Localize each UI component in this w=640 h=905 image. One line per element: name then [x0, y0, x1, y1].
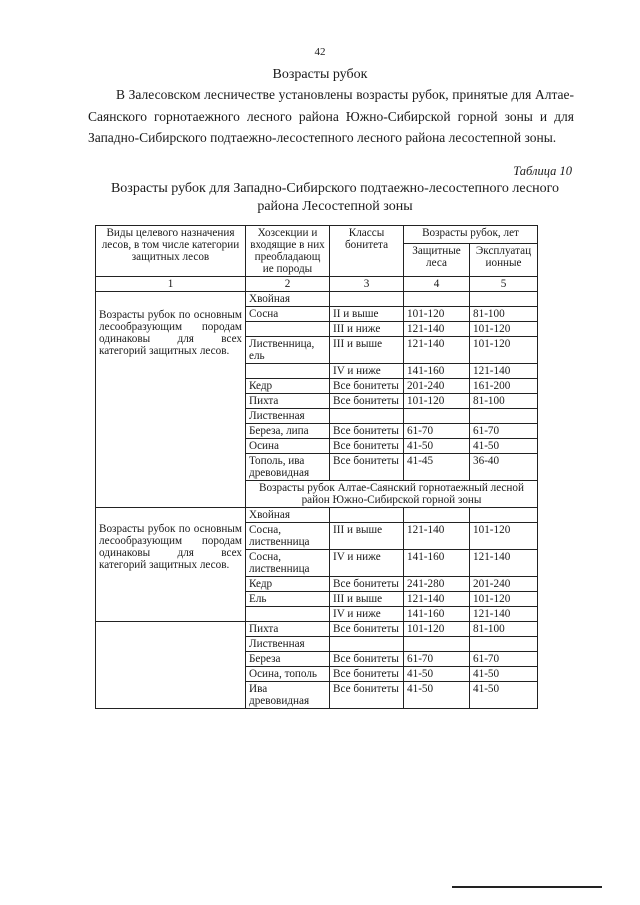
group-label: Лиственная	[246, 637, 330, 652]
table-row	[96, 622, 538, 637]
exploitation-age-cell: 41-50	[470, 667, 538, 682]
species-cell: Кедр	[246, 379, 330, 394]
protective-age-cell: 101-120	[404, 394, 470, 409]
protective-age-cell: 41-50	[404, 439, 470, 454]
column-numbers-row	[96, 277, 538, 292]
protective-age-cell: 121-140	[404, 337, 470, 364]
header-economic-sections: Хозсекции и входящие в них преобладающ ие породы	[246, 226, 330, 277]
species-cell: Сосна, лиственница	[246, 550, 330, 577]
species-cell: Ель	[246, 592, 330, 607]
exploitation-age-cell: 101-120	[470, 322, 538, 337]
species-cell: Сосна, лиственница	[246, 523, 330, 550]
purpose-cell	[96, 508, 246, 622]
bonitet-cell: Все бонитеты	[330, 667, 404, 682]
exploitation-age-cell: 81-100	[470, 394, 538, 409]
group-label: Хвойная	[246, 292, 330, 307]
protective-age-cell: 41-50	[404, 667, 470, 682]
species-cell: Осина, тополь	[246, 667, 330, 682]
bonitet-cell: Все бонитеты	[330, 379, 404, 394]
species-cell	[246, 607, 330, 622]
species-cell: Пихта	[246, 622, 330, 637]
exploitation-age-cell: 81-100	[470, 622, 538, 637]
page-number: 42	[314, 46, 326, 58]
table-title: Возрасты рубок для Западно-Сибирского подтаежно-лесостепного лесного района Лесостепной зоны	[110, 181, 560, 214]
protective-age-cell: 101-120	[404, 622, 470, 637]
protective-age-cell: 41-45	[404, 454, 470, 481]
group-row	[96, 292, 538, 307]
purpose-cell-empty	[96, 622, 246, 709]
footer-rule	[452, 886, 602, 888]
section-heading: Возрасты рубок Алтае-Саянский горнотаежный лесной район Южно-Сибирской горной зоны	[246, 481, 538, 508]
protective-age-cell: 121-140	[404, 523, 470, 550]
protective-age-cell: 141-160	[404, 607, 470, 622]
exploitation-age-cell: 101-120	[470, 337, 538, 364]
header-exploitation: Эксплуатац ионные	[470, 244, 538, 277]
species-cell: Кедр	[246, 577, 330, 592]
bonitet-cell: Все бонитеты	[330, 622, 404, 637]
exploitation-age-cell: 41-50	[470, 682, 538, 709]
bonitet-cell: Все бонитеты	[330, 682, 404, 709]
exploitation-age-cell: 121-140	[470, 364, 538, 379]
bonitet-cell: IV и ниже	[330, 550, 404, 577]
bonitet-cell: III и ниже	[330, 322, 404, 337]
protective-age-cell: 141-160	[404, 550, 470, 577]
purpose-description: Возрасты рубок по основным лесообразующим породам одинаковы для всех категорий защитных лесов.	[99, 523, 242, 571]
table-header-row	[96, 226, 538, 244]
group-row	[96, 508, 538, 523]
protective-age-cell: 241-280	[404, 577, 470, 592]
purpose-cell	[96, 292, 246, 508]
exploitation-age-cell: 36-40	[470, 454, 538, 481]
protective-age-cell: 141-160	[404, 364, 470, 379]
bonitet-cell: Все бонитеты	[330, 394, 404, 409]
exploitation-age-cell: 61-70	[470, 424, 538, 439]
species-cell: Береза, липа	[246, 424, 330, 439]
protective-age-cell: 121-140	[404, 592, 470, 607]
bonitet-cell: III и выше	[330, 523, 404, 550]
exploitation-age-cell: 81-100	[470, 307, 538, 322]
species-cell	[246, 322, 330, 337]
bonitet-cell: Все бонитеты	[330, 577, 404, 592]
header-cutting-ages: Возрасты рубок, лет	[404, 226, 538, 244]
exploitation-age-cell: 41-50	[470, 439, 538, 454]
bonitet-cell: IV и ниже	[330, 364, 404, 379]
species-cell: Лиственница, ель	[246, 337, 330, 364]
col-number: 5	[470, 277, 538, 292]
exploitation-age-cell: 201-240	[470, 577, 538, 592]
bonitet-cell: Все бонитеты	[330, 424, 404, 439]
species-cell: Береза	[246, 652, 330, 667]
bonitet-cell: Все бонитеты	[330, 652, 404, 667]
bonitet-cell: Все бонитеты	[330, 454, 404, 481]
exploitation-age-cell: 101-120	[470, 592, 538, 607]
bonitet-cell: III и выше	[330, 592, 404, 607]
col-number: 1	[96, 277, 246, 292]
col-number: 4	[404, 277, 470, 292]
protective-age-cell: 201-240	[404, 379, 470, 394]
exploitation-age-cell: 101-120	[470, 523, 538, 550]
protective-age-cell: 41-50	[404, 682, 470, 709]
protective-age-cell: 101-120	[404, 307, 470, 322]
bonitet-cell: II и выше	[330, 307, 404, 322]
species-cell: Ива древовидная	[246, 682, 330, 709]
protective-age-cell: 121-140	[404, 322, 470, 337]
exploitation-age-cell: 161-200	[470, 379, 538, 394]
header-purpose: Виды целевого назначения лесов, в том числе категории защитных лесов	[96, 226, 246, 277]
protective-age-cell: 61-70	[404, 652, 470, 667]
exploitation-age-cell: 121-140	[470, 607, 538, 622]
intro-paragraph: В Залесовском лесничестве установлены возрасты рубок, принятые для Алтае-Саянского горнотаежного лесного района Южно-Сибирской горной зоны и для Западно-Сибирского подтаежно-лесостепного лесного района лесостепной зоны.	[88, 87, 574, 145]
purpose-description: Возрасты рубок по основным лесообразующим породам одинаковы для всех категорий защитных лесов.	[99, 309, 242, 357]
group-label: Лиственная	[246, 409, 330, 424]
header-bonitet: Классы бонитета	[330, 226, 404, 277]
cutting-ages-table	[95, 225, 538, 709]
bonitet-cell: III и выше	[330, 337, 404, 364]
col-number: 2	[246, 277, 330, 292]
species-cell	[246, 364, 330, 379]
group-label: Хвойная	[246, 508, 330, 523]
exploitation-age-cell: 121-140	[470, 550, 538, 577]
section-title: Возрасты рубок	[272, 67, 368, 82]
species-cell: Пихта	[246, 394, 330, 409]
species-cell: Осина	[246, 439, 330, 454]
species-cell: Тополь, ива древовидная	[246, 454, 330, 481]
header-protective: Защитные леса	[404, 244, 470, 277]
species-cell: Сосна	[246, 307, 330, 322]
protective-age-cell: 61-70	[404, 424, 470, 439]
bonitet-cell: IV и ниже	[330, 607, 404, 622]
bonitet-cell: Все бонитеты	[330, 439, 404, 454]
exploitation-age-cell: 61-70	[470, 652, 538, 667]
col-number: 3	[330, 277, 404, 292]
table-label: Таблица 10	[513, 164, 572, 178]
